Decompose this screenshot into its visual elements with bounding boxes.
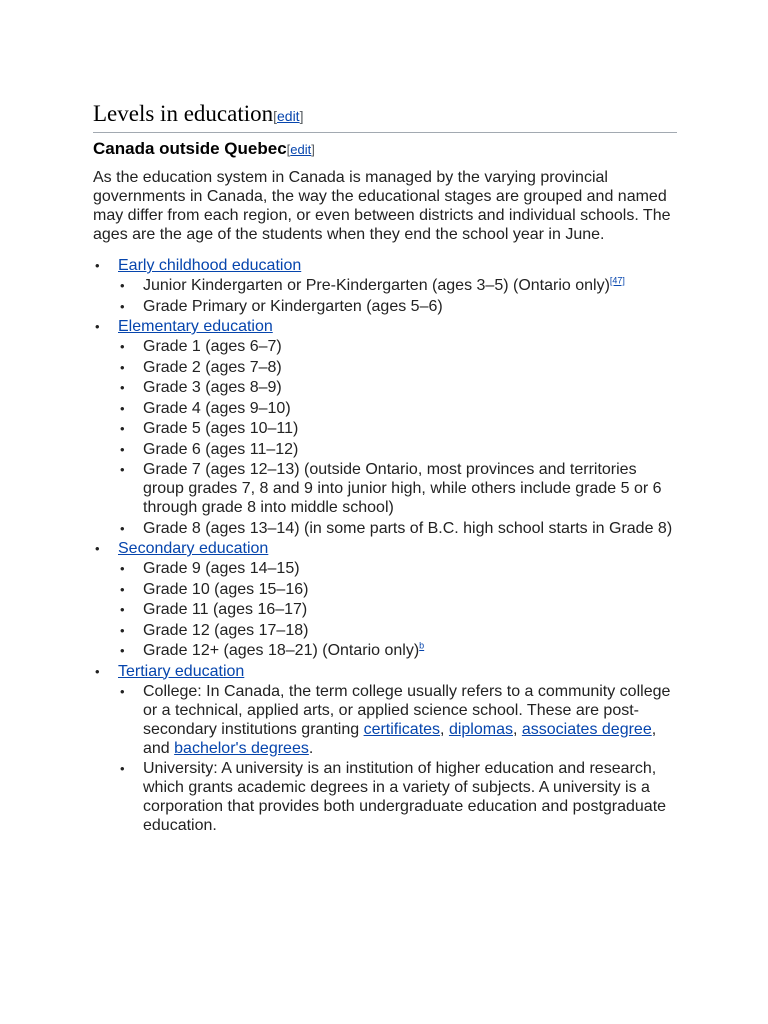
- citation-link-47[interactable]: [47]: [609, 275, 625, 286]
- list-item: [118, 358, 677, 377]
- elementary-education-link[interactable]: Elementary education: [118, 318, 273, 335]
- subsection-title: Canada outside Quebec: [93, 139, 287, 158]
- bullet-icon: •: [120, 561, 125, 576]
- tertiary-sublist: [118, 682, 677, 836]
- citation-ref: [610, 276, 625, 286]
- list-item-university: [118, 759, 677, 835]
- list-item: [118, 559, 677, 578]
- early-childhood-link[interactable]: Early childhood education: [118, 257, 302, 274]
- list-item-text: Grade 1 (ages 6–7): [143, 338, 282, 355]
- list-item-text: Grade 11 (ages 16–17): [143, 601, 308, 618]
- list-item-text: Grade 3 (ages 8–9): [143, 379, 282, 396]
- list-item: [118, 440, 677, 459]
- list-item-text: Grade 12+ (ages 18–21) (Ontario only): [143, 642, 420, 659]
- list-item-text: Grade 9 (ages 14–15): [143, 560, 300, 577]
- section-edit: [273, 108, 303, 124]
- bullet-icon: •: [120, 298, 125, 314]
- list-item: [118, 460, 677, 517]
- article-content: [93, 100, 677, 837]
- list-item: [118, 641, 677, 660]
- section-edit-link[interactable]: edit: [277, 108, 300, 124]
- list-item: [118, 621, 677, 640]
- bullet-icon: •: [95, 541, 100, 556]
- tertiary-education-link[interactable]: Tertiary education: [118, 662, 245, 680]
- college-text: College: In Canada, the term college usually refers to a community college or a technical, applied arts, or applied science school. These are post-secondary institutions granting: [143, 682, 671, 738]
- list-item: [118, 399, 677, 418]
- edit-bracket-open: [: [286, 142, 291, 157]
- sentence-end: .: [308, 739, 314, 757]
- bullet-icon: •: [120, 622, 125, 638]
- secondary-education-link[interactable]: Secondary education: [118, 540, 269, 557]
- bullet-icon: •: [120, 581, 125, 597]
- list-item-tertiary: [93, 662, 677, 836]
- intro-paragraph: As the education system in Canada is managed by the varying provincial governments in Canada, the way the educational stages are grouped and named may differ from each region, or even between districts and individual schools. The ages are the age of the students when they end the school year in June.: [93, 169, 671, 243]
- bullet-icon: •: [120, 339, 125, 354]
- list-item: [118, 276, 677, 295]
- list-item: [118, 337, 677, 356]
- list-item-secondary: [93, 539, 677, 660]
- list-item-text: Grade 8 (ages 13–14) (in some parts of B.C. high school starts in Grade 8): [143, 519, 673, 537]
- bullet-icon: •: [95, 663, 100, 679]
- early-childhood-sublist: [118, 276, 677, 316]
- bullet-icon: •: [95, 258, 100, 273]
- subsection-heading: [93, 137, 677, 162]
- section-title: Levels in education: [93, 101, 274, 126]
- elementary-sublist: [118, 337, 677, 538]
- list-item-text: Grade Primary or Kindergarten (ages 5–6): [143, 297, 443, 315]
- list-item: [118, 297, 677, 316]
- subsection-edit: [287, 142, 315, 157]
- edit-bracket-open: [: [273, 108, 277, 124]
- bullet-icon: •: [120, 380, 125, 395]
- list-item: [118, 419, 677, 438]
- separator: , and: [143, 720, 657, 757]
- list-item-text: Grade 7 (ages 12–13) (outside Ontario, most provinces and territories group grades 7, 8 and 9 into junior high, while others include grade 5 or 6 through grade 8 into middle school): [143, 461, 662, 516]
- bullet-icon: •: [120, 602, 125, 617]
- edit-bracket-close: ]: [299, 108, 304, 124]
- list-item: [118, 600, 677, 619]
- bullet-icon: •: [120, 359, 125, 375]
- bullet-icon: •: [120, 441, 125, 457]
- note-ref: [419, 641, 424, 651]
- bullet-icon: •: [120, 520, 125, 536]
- list-item-text: Grade 4 (ages 9–10): [143, 399, 291, 417]
- separator: ,: [440, 720, 449, 738]
- bullet-icon: •: [120, 761, 125, 776]
- list-item-college: [118, 682, 677, 758]
- diplomas-link[interactable]: diplomas: [448, 720, 513, 738]
- bullet-icon: •: [120, 278, 125, 293]
- list-item-text: Grade 6 (ages 11–12): [143, 440, 299, 458]
- bullet-icon: •: [120, 462, 125, 477]
- list-item: [118, 519, 677, 538]
- bachelors-degrees-link[interactable]: bachelor's degrees: [174, 739, 309, 757]
- section-heading: [93, 100, 677, 133]
- note-link-b[interactable]: b: [419, 640, 425, 651]
- bullet-icon: •: [120, 683, 125, 699]
- list-item: [118, 580, 677, 599]
- list-item: [118, 378, 677, 397]
- list-item-text: Grade 10 (ages 15–16): [143, 580, 309, 598]
- education-levels-list: [93, 256, 677, 835]
- secondary-sublist: [118, 559, 677, 660]
- bullet-icon: •: [120, 400, 125, 416]
- list-item-text: Grade 12 (ages 17–18): [143, 621, 309, 639]
- separator: ,: [512, 720, 522, 738]
- bullet-icon: •: [120, 643, 125, 658]
- list-item-text: Junior Kindergarten or Pre-Kindergarten (ages 3–5) (Ontario only): [143, 277, 610, 294]
- certificates-link[interactable]: certificates: [363, 720, 441, 738]
- university-text: University: A university is an institution of higher education and research, which grants academic degrees in a variety of subjects. A university is a corporation that provides both undergraduate education and postgraduate education.: [143, 760, 667, 834]
- list-item-text: Grade 2 (ages 7–8): [143, 358, 282, 376]
- list-item-elementary: [93, 317, 677, 538]
- subsection-edit-link[interactable]: edit: [290, 142, 312, 157]
- bullet-icon: •: [95, 319, 100, 334]
- edit-bracket-close: ]: [311, 142, 315, 157]
- list-item-text: Grade 5 (ages 10–11): [143, 420, 299, 437]
- associates-degree-link[interactable]: associates degree: [521, 720, 652, 738]
- bullet-icon: •: [120, 421, 125, 436]
- list-item-early-childhood: [93, 256, 677, 316]
